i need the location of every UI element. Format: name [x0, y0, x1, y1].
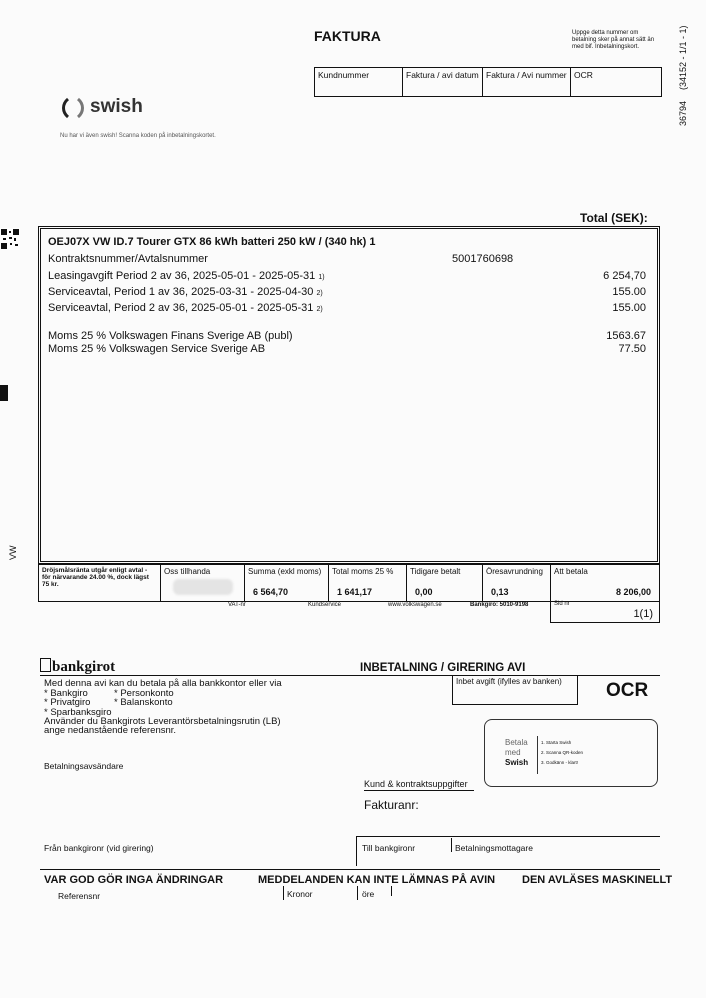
swish-brand: Swish: [505, 758, 529, 767]
summary-label: Att betala: [554, 567, 588, 576]
page-number-box: [550, 600, 660, 623]
header-col-invoice-date: Faktura / avi datum: [403, 68, 483, 96]
bank-fee-label: Inbet avgift (ifylles av banken): [456, 677, 562, 686]
header-col-ocr: OCR: [574, 70, 593, 80]
summary-label: Öresavrundning: [486, 567, 543, 576]
line-item-text: Leasingavgift Period 2 av 36, 2025-05-01 - 2025-05-31: [48, 270, 316, 282]
slip-title: INBETALNING / GIRERING AVI: [360, 662, 526, 674]
line-item-note: 1): [318, 274, 325, 281]
lb-text-1: Använder du Bankgirots Leverantörsbetalningsrutin (LB): [44, 715, 281, 727]
summary-value: 0,00: [415, 587, 433, 597]
swish-step-2: 2. Scanna QR-koden: [541, 750, 584, 755]
contract-label: Kontraktsnummer/Avtalsnummer: [48, 253, 208, 265]
kronor-label: Kronor: [287, 889, 313, 899]
swish-betala: Betala: [505, 738, 528, 747]
footer-machine-read: DEN AVLÄSES MASKINELLT: [522, 874, 673, 886]
ore-end-rule: [391, 886, 392, 896]
vat-amount-service: 77.50: [618, 343, 646, 355]
swish-step-3: 3. Godkänn - klart!: [541, 760, 579, 765]
summary-previously-paid: [407, 565, 483, 601]
reference-number-label: Referensnr: [58, 891, 101, 901]
option-bankgiro: * Bankgiro: [44, 687, 88, 699]
header-table: [314, 67, 662, 97]
recipient-label: Betalningsmottagare: [455, 843, 533, 853]
ore-label: öre: [362, 889, 375, 899]
footer-no-messages: MEDDELANDEN KAN INTE LÄMNAS PÅ AVIN: [258, 874, 496, 886]
swish-tagline: Nu har vi även swish! Scanna koden på inbetalningskortet.: [60, 133, 216, 139]
swish-logo: [60, 94, 170, 122]
payer-label: Betalningsavsändare: [44, 761, 124, 771]
option-personkonto: * Personkonto: [114, 687, 174, 699]
line-item-service-1: [48, 286, 323, 298]
print-marker: [0, 385, 8, 401]
side-reference-a: (34152 - 1/1 - 1): [678, 25, 688, 90]
total-sek-label: Total (SEK):: [580, 211, 648, 225]
customer-contract-label: Kund & kontraktsuppgifter: [364, 779, 468, 789]
summary-rounding: [483, 565, 551, 601]
vehicle-description: OEJ07X VW ID.7 Tourer GTX 86 kWh batteri 250 kW / (340 hk) 1: [48, 236, 376, 248]
summary-label: Total moms 25 %: [332, 567, 394, 576]
line-item-text: Serviceavtal, Period 2 av 36, 2025-05-01 - 2025-05-31: [48, 302, 314, 314]
summary-amount-due: [551, 565, 659, 601]
summary-label: Tidigare betalt: [410, 567, 461, 576]
line-item-note: 2): [316, 306, 323, 313]
kronor-rule: [283, 886, 284, 900]
to-bankgiro-left-rule: [356, 836, 357, 866]
ocr-note: Uppge detta nummer om betalning sker på annat sätt än med bif. Inbetalningskort.: [572, 30, 655, 50]
option-sparbanksgiro: * Sparbanksgiro: [44, 706, 112, 718]
page-number: 1(1): [633, 608, 653, 620]
summary-value: 6 564,70: [253, 587, 289, 597]
line-item-amount: 6 254,70: [603, 270, 646, 282]
vat-line-service: Moms 25 % Volkswagen Service Sverige AB: [48, 343, 266, 355]
summary-row: [38, 564, 660, 602]
swish-payment-box: [484, 719, 658, 787]
swish-med: med: [505, 748, 521, 757]
line-item-note: 2): [316, 290, 323, 297]
side-reference-b: 36794: [678, 100, 688, 126]
header-col-customer-number: Kundnummer: [315, 68, 403, 96]
lb-text-2: ange nedanstående referensnr.: [44, 725, 177, 736]
swish-divider: [537, 736, 538, 774]
header-col-invoice-number: Faktura / Avi nummer: [483, 68, 571, 96]
line-item-leasing: [48, 270, 325, 282]
contract-number: 5001760698: [452, 253, 514, 265]
vat-line-finans: Moms 25 % Volkswagen Finans Sverige AB (publ): [48, 330, 293, 342]
interest-note: Dröjsmålsränta utgår enligt avtal - för närvarande 24.00 %, dock lägst 75 kr.: [39, 565, 161, 601]
summary-oss-tillhanda: [161, 565, 245, 601]
swish-icon: [60, 94, 88, 122]
bankgirot-icon: [40, 658, 51, 672]
to-bankgiro-top-rule: [356, 836, 660, 837]
summary-value: 8 206,00: [615, 587, 651, 597]
bank-fee-box: [452, 676, 578, 705]
footer-bankgiro: Bankgiro: 5010-9198: [470, 602, 529, 608]
ocr-heading: OCR: [606, 680, 649, 701]
page-number-label: Sid nr: [554, 601, 570, 607]
line-item-text: Serviceavtal, Period 1 av 36, 2025-03-31 - 2025-04-30: [48, 286, 314, 298]
footer-vat-nr: VAT-nr: [228, 602, 246, 608]
summary-sum-excl-vat: [245, 565, 329, 601]
footer-no-changes: VAR GOD GÖR INGA ÄNDRINGAR: [44, 874, 224, 886]
from-bankgiro-label: Från bankgironr (vid girering): [44, 843, 154, 853]
invoice-title: FAKTURA: [314, 28, 381, 44]
swish-step-1: 1. Starta Swish: [541, 740, 572, 745]
qr-code: [0, 228, 20, 250]
summary-value: 1 641,17: [337, 587, 373, 597]
summary-label: Summa (exkl moms): [248, 567, 322, 576]
redacted-date: [173, 579, 233, 595]
line-item-amount: 155.00: [612, 302, 646, 314]
slip-intro-text: Med denna avi kan du betala på alla bankkontor eller via: [44, 678, 282, 689]
summary-label: Oss tillhanda: [164, 567, 211, 576]
footer-customer-service: Kundservice: [308, 602, 342, 608]
side-brand-label: VW: [8, 545, 18, 560]
line-item-service-2: [48, 302, 323, 314]
ore-rule: [357, 886, 358, 900]
option-balanskonto: * Balanskonto: [114, 697, 173, 708]
vat-amount-finans: 1563.67: [606, 330, 646, 342]
line-item-amount: 155.00: [612, 286, 646, 298]
invoice-number-label: Fakturanr:: [364, 798, 419, 812]
summary-total-vat: [329, 565, 407, 601]
bankgirot-logo: [40, 658, 115, 676]
bankgirot-logo-text: bankgirot: [52, 659, 116, 675]
recipient-left-rule: [451, 838, 452, 852]
slip-intro: [44, 679, 282, 736]
to-bankgiro-label: Till bankgironr: [362, 843, 416, 853]
swish-logo-text: swish: [90, 96, 143, 117]
slip-footer-top-rule: [40, 869, 660, 870]
customer-contract-rule: [364, 790, 474, 791]
footer-website: www.volkswagen.se: [388, 602, 442, 608]
summary-value: 0,13: [491, 587, 509, 597]
option-privatgiro: * Privatgiro: [44, 697, 91, 708]
